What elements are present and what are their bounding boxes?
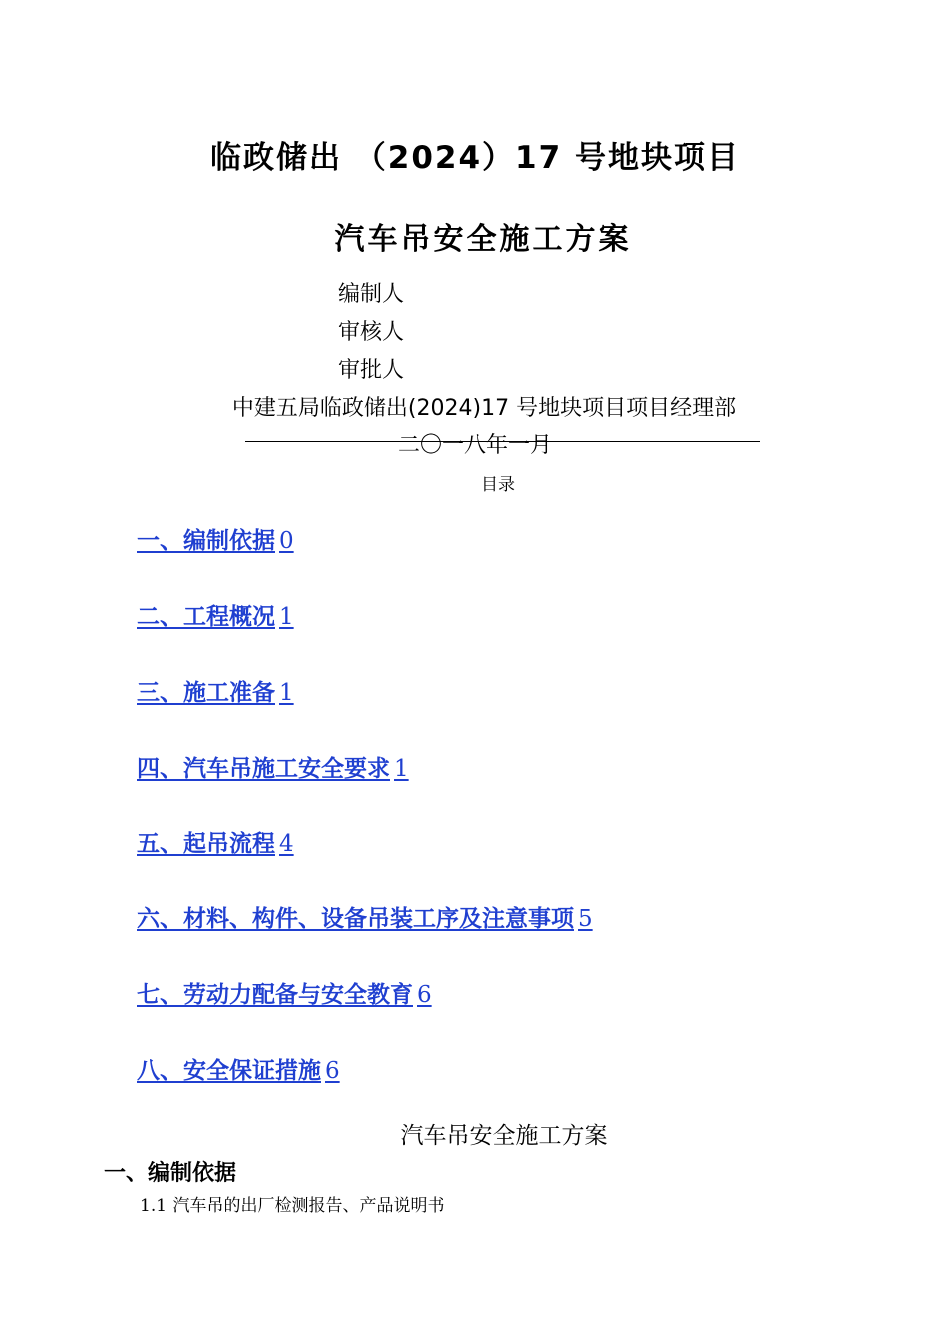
toc-link-label: 五、起吊流程 — [137, 830, 275, 857]
section-heading: 一、编制依据 — [104, 1161, 237, 1186]
toc-link-5[interactable] — [137, 825, 294, 858]
toc-link-7[interactable] — [137, 976, 432, 1009]
signatory-approver: 审批人 — [338, 358, 405, 383]
toc-link-8[interactable] — [137, 1052, 340, 1085]
toc-link-label: 三、施工准备 — [137, 679, 275, 706]
body-title: 汽车吊安全施工方案 — [400, 1123, 608, 1149]
document-subtitle: 汽车吊安全施工方案 — [334, 222, 632, 257]
toc-link-4[interactable] — [137, 750, 409, 783]
toc-link-label: 一、编制依据 — [137, 527, 275, 554]
toc-link-page: 0 — [279, 528, 294, 554]
signatory-compiler: 编制人 — [338, 282, 405, 307]
organization-name: 中建五局临政储出(2024)17 号地块项目项目经理部 — [231, 396, 737, 421]
document-title: 临政储出 （2024）17 号地块项目 — [209, 140, 740, 176]
document-date: 二〇一八年一月 — [397, 433, 552, 458]
toc-link-page: 1 — [394, 756, 409, 782]
toc-link-page: 6 — [417, 982, 432, 1008]
toc-heading: 目录 — [481, 475, 515, 495]
toc-link-page: 1 — [279, 680, 294, 706]
toc-link-label: 二、工程概况 — [137, 603, 275, 630]
toc-link-label: 四、汽车吊施工安全要求 — [137, 755, 390, 782]
toc-link-label: 七、劳动力配备与安全教育 — [137, 981, 413, 1008]
toc-link-label: 八、安全保证措施 — [137, 1057, 321, 1084]
signatory-reviewer: 审核人 — [338, 320, 405, 345]
toc-link-6[interactable] — [137, 900, 593, 933]
toc-link-page: 4 — [279, 831, 294, 857]
paragraph-item: 1.1 汽车吊的出厂检测报告、产品说明书 — [140, 1196, 445, 1216]
toc-link-page: 6 — [325, 1058, 340, 1084]
toc-link-3[interactable] — [137, 674, 294, 707]
toc-link-page: 5 — [578, 906, 593, 932]
toc-link-page: 1 — [279, 604, 294, 630]
toc-link-label: 六、材料、构件、设备吊装工序及注意事项 — [137, 905, 574, 932]
toc-link-2[interactable] — [137, 598, 294, 631]
toc-link-1[interactable] — [137, 522, 294, 555]
